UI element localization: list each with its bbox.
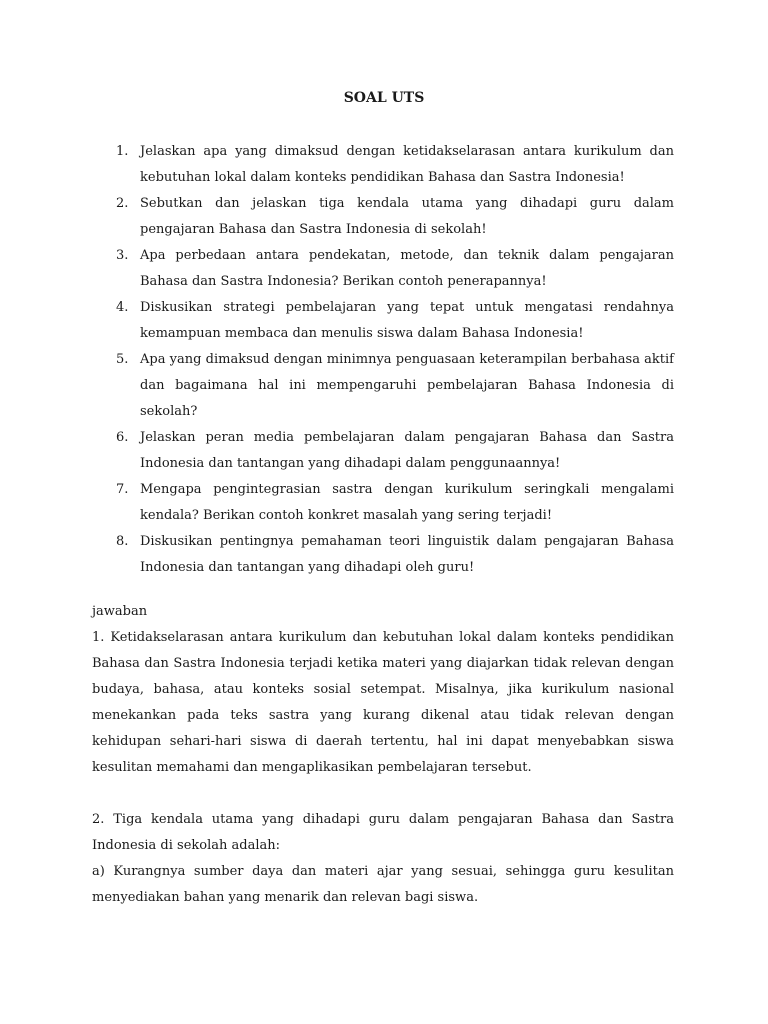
- question-text: Apa perbedaan antara pendekatan, metode, dan teknik dalam pengajaran Bahasa dan Sastra Indonesia? Berikan contoh penerapannya!: [140, 248, 674, 289]
- question-text: Jelaskan peran media pembelajaran dalam pengajaran Bahasa dan Sastra Indonesia dan tantangan yang dihadapi dalam penggunaannya!: [140, 430, 674, 471]
- question-number: 7.: [116, 482, 129, 497]
- question-item: [108, 191, 674, 243]
- answer-2a: a) Kurangnya sumber daya dan materi ajar yang sesuai, sehingga guru kesulitan menyediakan bahan yang menarik dan relevan bagi siswa.: [92, 864, 674, 905]
- question-number: 8.: [116, 534, 129, 549]
- question-text: Sebutkan dan jelaskan tiga kendala utama yang dihadapi guru dalam pengajaran Bahasa dan Sastra Indonesia di sekolah!: [140, 196, 674, 237]
- question-item: [108, 295, 674, 347]
- question-number: 3.: [116, 248, 129, 263]
- question-number: 5.: [116, 352, 129, 367]
- answer-1: 1. Ketidakselarasan antara kurikulum dan kebutuhan lokal dalam konteks pendidikan Bahasa dan Sastra Indonesia terjadi ketika materi yang diajarkan tidak relevan dengan budaya, bahasa, atau konteks sosial setempat. Misalnya, jika kurikulum nasional menekankan pada teks sastra yang kurang dikenal atau tidak relevan dengan kehidupan sehari-hari siswa di daerah tertentu, hal ini dapat menyebabkan siswa kesulitan memahami dan mengaplikasikan pembelajaran tersebut.: [92, 630, 674, 775]
- question-item: [108, 529, 674, 581]
- answers-section: [92, 599, 674, 911]
- answers-label: jawaban: [92, 604, 148, 619]
- question-text: Mengapa pengintegrasian sastra dengan kurikulum seringkali mengalami kendala? Berikan contoh konkret masalah yang sering terjadi!: [140, 482, 674, 523]
- question-text: Diskusikan strategi pembelajaran yang tepat untuk mengatasi rendahnya kemampuan membaca dan menulis siswa dalam Bahasa Indonesia!: [140, 300, 674, 341]
- question-item: [108, 347, 674, 425]
- question-list: [108, 139, 674, 581]
- question-number: 4.: [116, 300, 129, 315]
- question-text: Diskusikan pentingnya pemahaman teori linguistik dalam pengajaran Bahasa Indonesia dan tantangan yang dihadapi oleh guru!: [140, 534, 674, 575]
- question-number: 6.: [116, 430, 129, 445]
- question-number: 2.: [116, 196, 129, 211]
- question-number: 1.: [116, 144, 129, 159]
- question-item: [108, 243, 674, 295]
- question-item: [108, 425, 674, 477]
- question-item: [108, 139, 674, 191]
- paragraph-gap: [92, 781, 674, 807]
- question-text: Apa yang dimaksud dengan minimnya penguasaan keterampilan berbahasa aktif dan bagaimana hal ini mempengaruhi pembelajaran Bahasa Indonesia di sekolah?: [140, 352, 674, 419]
- page-title: SOAL UTS: [343, 90, 425, 106]
- question-text: Jelaskan apa yang dimaksud dengan ketidakselarasan antara kurikulum dan kebutuhan lokal dalam konteks pendidikan Bahasa dan Sastra Indonesia!: [140, 144, 674, 185]
- question-item: [108, 477, 674, 529]
- answer-2-intro: 2. Tiga kendala utama yang dihadapi guru dalam pengajaran Bahasa dan Sastra Indonesia di sekolah adalah:: [92, 812, 674, 853]
